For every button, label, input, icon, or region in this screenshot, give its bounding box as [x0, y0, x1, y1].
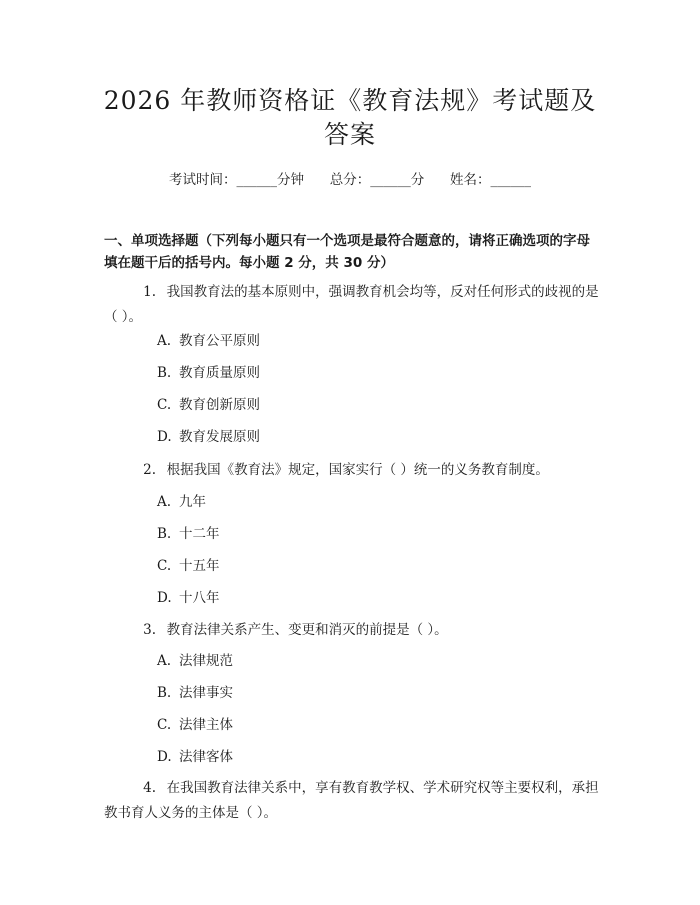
question-3 [104, 618, 599, 643]
option-2c [157, 556, 220, 576]
option-text: 法律客体 [179, 749, 233, 765]
option-text: 教育公平原则 [179, 333, 260, 349]
option-3d [157, 747, 233, 767]
option-1c [157, 395, 260, 415]
question-2 [104, 458, 599, 483]
option-text: 法律主体 [179, 717, 233, 733]
option-text: 法律事实 [179, 685, 233, 701]
option-3c [157, 715, 233, 735]
option-3a [157, 651, 233, 671]
option-letter: B. [157, 365, 172, 381]
option-letter: A. [157, 333, 172, 349]
option-letter: D. [157, 429, 172, 445]
option-text: 九年 [179, 494, 206, 510]
option-letter: B. [157, 526, 172, 542]
option-2b [157, 524, 220, 544]
question-number: 1. [143, 284, 156, 300]
question-1 [104, 280, 599, 330]
option-letter: A. [157, 494, 172, 510]
option-2a [157, 492, 206, 512]
option-1a [157, 331, 260, 351]
option-letter: C. [157, 717, 172, 733]
section-heading: 一、单项选择题（下列每小题只有一个选项是最符合题意的，请将正确选项的字母填在题干后的括号内。每小题 2 分，共 30 分） [104, 233, 590, 271]
question-stem: 根据我国《教育法》规定，国家实行（ ）统一的义务教育制度。 [166, 462, 549, 478]
option-1d [157, 427, 260, 447]
option-letter: D. [157, 749, 172, 765]
question-number: 2. [143, 462, 156, 478]
option-text: 法律规范 [179, 653, 233, 669]
option-letter: D. [157, 590, 172, 606]
option-text: 教育发展原则 [179, 429, 260, 445]
option-2d [157, 588, 220, 608]
option-letter: C. [157, 397, 172, 413]
question-stem: 教育法律关系产生、变更和消灭的前提是（ ）。 [166, 622, 448, 638]
exam-title: 2026 年教师资格证《教育法规》考试题及答案 [103, 86, 597, 149]
question-stem: 我国教育法的基本原则中，强调教育机会均等，反对任何形式的歧视的是（ ）。 [104, 284, 599, 325]
option-text: 教育创新原则 [179, 397, 260, 413]
question-number: 3. [143, 622, 156, 638]
question-4 [104, 776, 599, 826]
option-text: 教育质量原则 [179, 365, 260, 381]
option-text: 十二年 [179, 526, 220, 542]
option-1b [157, 363, 260, 383]
option-text: 十八年 [179, 590, 220, 606]
option-letter: C. [157, 558, 172, 574]
question-number: 4. [143, 780, 156, 796]
option-text: 十五年 [179, 558, 220, 574]
option-3b [157, 683, 233, 703]
exam-info-line: 考试时间：______分钟 总分：______分 姓名：______ [169, 172, 531, 188]
option-letter: A. [157, 653, 172, 669]
option-letter: B. [157, 685, 172, 701]
question-stem: 在我国教育法律关系中，享有教育教学权、学术研究权等主要权利，承担教书育人义务的主体是（ ）。 [104, 780, 599, 821]
